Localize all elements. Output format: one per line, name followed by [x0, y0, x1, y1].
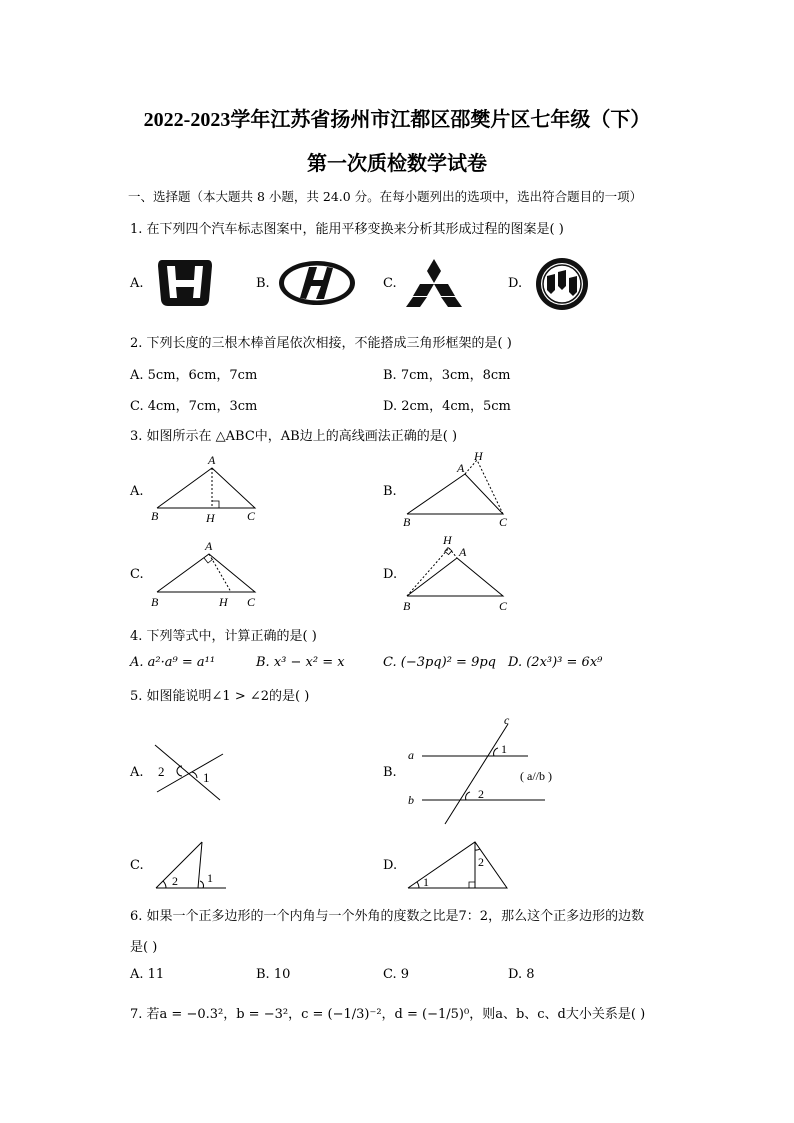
- page-title: 2022-2023学年江苏省扬州市江都区邵樊片区七年级（下）: [143, 109, 651, 131]
- question-3-stem: 3. 如图所示在 △ABC中，AB边上的高线画法正确的是( ): [130, 429, 458, 444]
- q2-option-d[interactable]: D. 2cm，4cm，5cm: [383, 399, 511, 414]
- q4-option-a[interactable]: A. a²·a⁹ = a¹¹: [130, 655, 216, 670]
- q3-figure-d: [395, 530, 520, 615]
- point-label: A: [457, 461, 465, 475]
- line-label: b: [408, 793, 414, 807]
- q2-option-a[interactable]: A. 5cm，6cm，7cm: [130, 368, 258, 383]
- point-label: C: [499, 515, 508, 529]
- angle-label: 2: [158, 764, 165, 779]
- q3-figure-c: [145, 536, 270, 611]
- mitsubishi-logo-icon: [404, 257, 464, 309]
- page-subtitle: 第一次质检数学试卷: [307, 153, 487, 175]
- q6-option-a[interactable]: A. 11: [130, 967, 165, 982]
- section-heading: 一、选择题（本大题共 8 小题，共 24.0 分。在每小题列出的选项中，选出符合题目的一项）: [128, 189, 643, 204]
- q6-option-c[interactable]: C. 9: [383, 967, 410, 982]
- q5-figure-a: [145, 740, 230, 805]
- angle-label: 2: [172, 874, 178, 888]
- point-label: C: [247, 509, 256, 523]
- q1-option-a-label[interactable]: A.: [130, 276, 144, 291]
- q1-option-b-label[interactable]: B.: [256, 276, 270, 291]
- point-label: A: [208, 453, 216, 467]
- angle-label: 1: [501, 742, 507, 756]
- angle-label: 1: [203, 770, 210, 785]
- point-label: H: [206, 511, 215, 525]
- q4-option-b[interactable]: B. x³ − x² = x: [256, 655, 345, 670]
- hyundai-logo-icon: [277, 259, 357, 307]
- question-6-stem-cont: 是( ): [130, 940, 158, 955]
- q5-figure-c: [150, 838, 230, 894]
- q3-option-c-label[interactable]: C.: [130, 567, 144, 582]
- q5-option-c-label[interactable]: C.: [130, 858, 144, 873]
- q1-option-c-label[interactable]: C.: [383, 276, 397, 291]
- question-2-stem: 2. 下列长度的三根木棒首尾依次相接，不能搭成三角形框架的是( ): [130, 336, 512, 351]
- question-1-stem: 1. 在下列四个汽车标志图案中，能用平移变换来分析其形成过程的图案是( ): [130, 222, 564, 237]
- question-7-stem: 7. 若a = −0.3²，b = −3²，c = (−1/3)⁻²，d = (−1/5)⁰，则a、b、c、d大小关系是( ): [130, 1007, 646, 1022]
- q1-option-d-label[interactable]: D.: [508, 276, 523, 291]
- point-label: C: [499, 599, 508, 613]
- q3-figure-a: [145, 452, 270, 527]
- line-label: c: [504, 713, 510, 727]
- q5-option-d-label[interactable]: D.: [383, 858, 398, 873]
- q4-option-d[interactable]: D. (2x³)³ = 6x⁹: [508, 655, 603, 670]
- q3-option-d-label[interactable]: D.: [383, 567, 398, 582]
- point-label: A: [205, 539, 213, 553]
- point-label: A: [459, 545, 467, 559]
- parallel-note: ( a//b ): [520, 769, 552, 783]
- q6-option-d[interactable]: D. 8: [508, 967, 535, 982]
- q6-option-b[interactable]: B. 10: [256, 967, 291, 982]
- point-label: C: [247, 595, 256, 609]
- point-label: B: [151, 509, 159, 523]
- point-label: B: [403, 515, 411, 529]
- honda-logo-icon: [156, 258, 214, 308]
- angle-label: 1: [423, 875, 429, 889]
- q2-option-b[interactable]: B. 7cm，3cm，8cm: [383, 368, 511, 383]
- q5-figure-b: [400, 712, 580, 830]
- angle-label: 2: [478, 787, 484, 801]
- point-label: H: [443, 533, 452, 547]
- question-4-stem: 4. 下列等式中，计算正确的是( ): [130, 629, 317, 644]
- question-6-stem: 6. 如果一个正多边形的一个内角与一个外角的度数之比是7：2，那么这个正多边形的边数: [130, 909, 645, 924]
- angle-label: 1: [207, 871, 213, 885]
- q5-option-b-label[interactable]: B.: [383, 765, 397, 780]
- buick-logo-icon: [534, 256, 590, 312]
- q5-figure-d: [403, 838, 513, 894]
- angle-label: 2: [478, 855, 484, 869]
- q3-option-a-label[interactable]: A.: [130, 484, 144, 499]
- q3-figure-b: [395, 448, 520, 533]
- q3-option-b-label[interactable]: B.: [383, 484, 397, 499]
- q2-option-c[interactable]: C. 4cm，7cm，3cm: [130, 399, 258, 414]
- point-label: B: [403, 599, 411, 613]
- point-label: H: [474, 449, 483, 463]
- point-label: H: [219, 595, 228, 609]
- question-5-stem: 5. 如图能说明∠1 > ∠2的是( ): [130, 689, 310, 704]
- line-label: a: [408, 748, 414, 762]
- q5-option-a-label[interactable]: A.: [130, 765, 144, 780]
- q4-option-c[interactable]: C. (−3pq)² = 9pq: [383, 655, 496, 670]
- point-label: B: [151, 595, 159, 609]
